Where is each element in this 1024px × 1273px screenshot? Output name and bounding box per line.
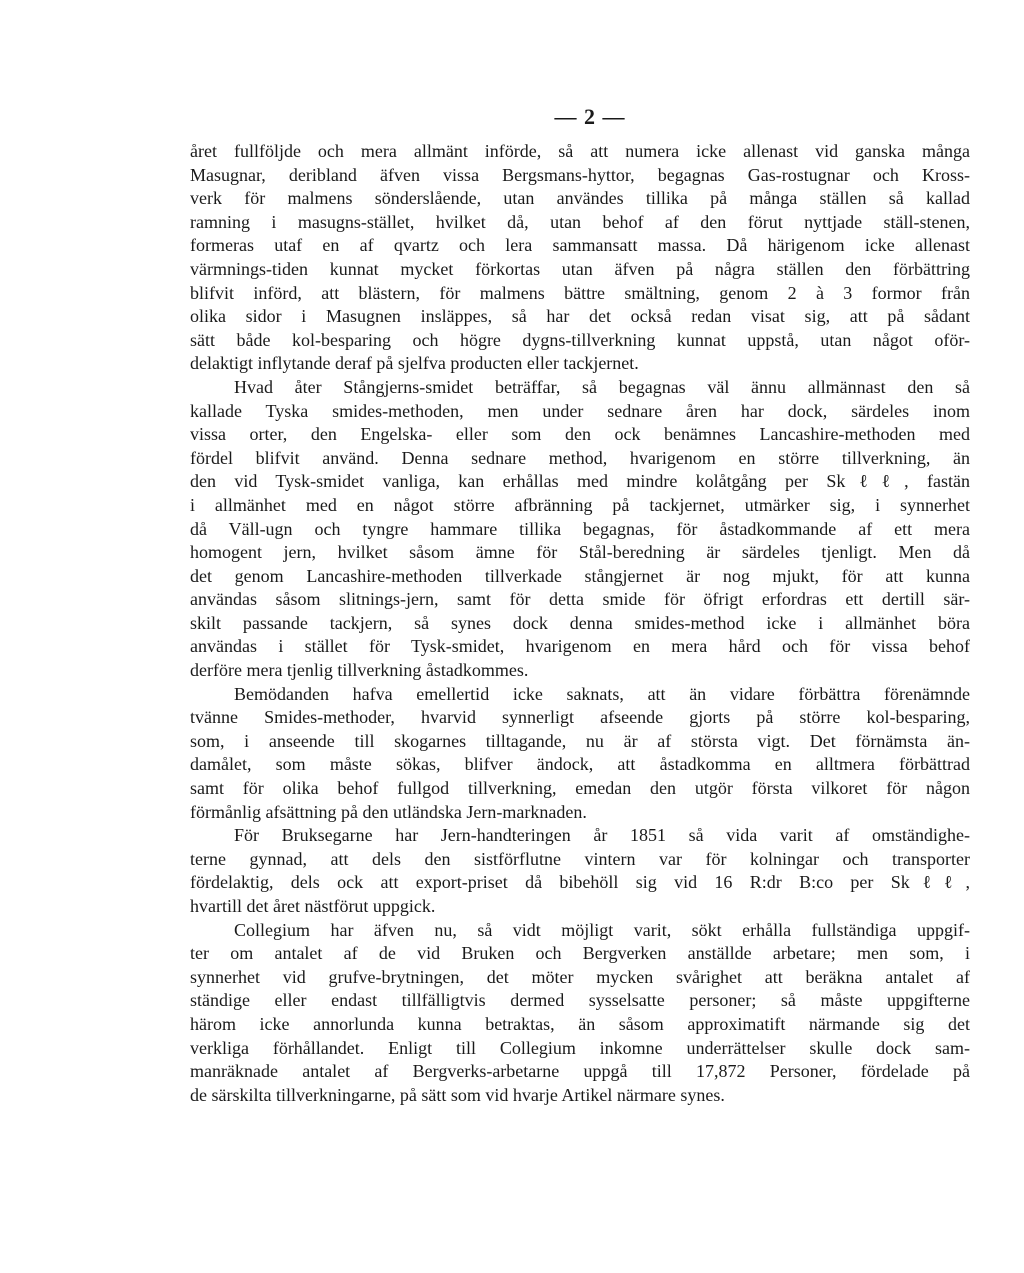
text-line: den vid Tysk-smidet vanliga, kan erhållas med mindre kolåtgång per Skℓℓ, fastän — [190, 471, 970, 492]
text-line: olika sidor i Masugnen insläppes, så har det också redan visat sig, att på sådant — [190, 306, 970, 327]
text-line: verk för malmens sönderslående, utan användes tillika på många ställen så kallad — [190, 188, 970, 209]
text-line: delaktigt inflytande deraf på sjelfva producten eller tackjernet. — [190, 353, 639, 374]
text-line: derföre mera tjenlig tillverkning åstadkommes. — [190, 660, 529, 681]
text-line: skilt passande tackjern, så synes dock denna smides-method icke i allmänhet böra — [190, 612, 970, 633]
text-line: manräknade antalet af Bergverks-arbetarne uppgå till 17,872 Personer, fördelade på — [190, 1061, 970, 1082]
text-line: användas såsom slitnings-jern, samt för detta smide för öfrigt erfordras ett dertill sär- — [190, 589, 970, 610]
text-line: de särskilta tillverkningarne, på sätt som vid hvarje Artikel närmare synes. — [190, 1084, 725, 1105]
text-line: Hvad åter Stångjerns-smidet beträffar, så begagnas väl ännu allmännast den så — [234, 376, 970, 397]
text-line: ständige eller endast tillfälligtvis dermed sysselsatte personer; så måste uppgifterne — [190, 990, 970, 1011]
text-line: vissa orter, den Engelska- eller som den ock benämnes Lancashire-methoden med — [190, 424, 970, 445]
text-line: värmnings-tiden kunnat mycket förkortas utan äfven på några ställen den förbättring — [190, 258, 970, 279]
text-line: tvänne Smides-methoder, hvarvid synnerligt afseende gjorts på större kol-besparing, — [190, 707, 970, 728]
text-line: det genom Lancashire-methoden tillverkade stångjernet är nog mjukt, för att kunna — [190, 565, 970, 586]
text-line: terne gynnad, att dels den sistförflutne vintern var för kolningar och transporter — [190, 848, 970, 869]
body-text — [190, 140, 970, 1107]
text-line: För Bruksegarne har Jern-handteringen år 1851 så vida varit af omständighe- — [234, 825, 970, 846]
text-line: då Väll-ugn och tyngre hammare tillika begagnas, för åstadkommande af ett mera — [190, 518, 970, 539]
text-line: fördel blifvit använd. Denna sednare method, hvarigenom en större tillverkning, än — [190, 447, 970, 468]
text-line: verkliga förhållandet. Enligt till Collegium inkomne underrättelser skulle dock sam- — [190, 1037, 970, 1058]
text-line: synnerhet vid grufve-brytningen, det möter mycken svårighet att beräkna antalet af — [190, 966, 970, 987]
page-number: — 2 — — [554, 104, 626, 129]
text-line: sätt både kol-besparing och högre dygns-tillverkning kunnat uppstå, utan något oför- — [190, 329, 970, 350]
text-line: damålet, som måste sökas, blifver ändock, att åstadkomma en alltmera förbättrad — [190, 754, 970, 775]
text-line: fördelaktig, dels ock att export-priset då bibehöll sig vid 16 R:dr B:co per Skℓℓ, — [190, 872, 970, 893]
text-line: ramning i masugns-stället, hvilket då, utan behof af den förut nyttjade ställ-stenen, — [190, 211, 970, 232]
text-line: Collegium har äfven nu, så vidt möjligt varit, sökt erhålla fullständiga uppgif- — [234, 919, 970, 940]
text-line: ter om antalet af de vid Bruken och Bergverken anställde arbetare; men som, i — [190, 943, 970, 964]
text-line: homogent jern, hvilket såsom ämne för Stål-beredning är särdeles tjenligt. Men då — [190, 542, 970, 563]
text-line: förmånlig afsättning på den utländska Jern-marknaden. — [190, 801, 587, 822]
text-line: i allmänhet med en något större afbränning på tackjernet, utmärker sig, i synnerhet — [190, 494, 970, 515]
text-line: hvartill det året nästförut uppgick. — [190, 896, 436, 916]
text-line: härom icke annorlunda kunna betraktas, än såsom approximatift närmande sig det — [190, 1013, 970, 1034]
text-line: Masugnar, deribland äfven vissa Bergsmans-hyttor, begagnas Gas-rostugnar och Kross- — [190, 164, 970, 185]
text-line: kallade Tyska smides-methoden, men under sednare åren har dock, särdeles inom — [190, 400, 970, 421]
text-line: året fullföljde och mera allmänt införde, så att numera icke allenast vid ganska många — [190, 141, 970, 161]
text-line: som, i anseende till skogarnes tilltagande, nu är af största vigt. Det förnämsta än- — [190, 730, 970, 751]
text-line: användas i stället för Tysk-smidet, hvarigenom en mera hård och för vissa behof — [190, 636, 970, 657]
text-line: samt för olika behof fullgod tillverkning, emedan den utgör första vilkoret för någon — [190, 778, 970, 799]
text-line: Bemödanden hafva emellertid icke saknats, att än vidare förbättra förenämnde — [234, 683, 970, 704]
text-line: blifvit införd, att blästern, för malmens bättre smältning, genom 2 à 3 formor från — [190, 282, 970, 303]
text-line: formeras utaf en af qvartz och lera sammansatt massa. Då härigenom icke allenast — [190, 235, 970, 256]
